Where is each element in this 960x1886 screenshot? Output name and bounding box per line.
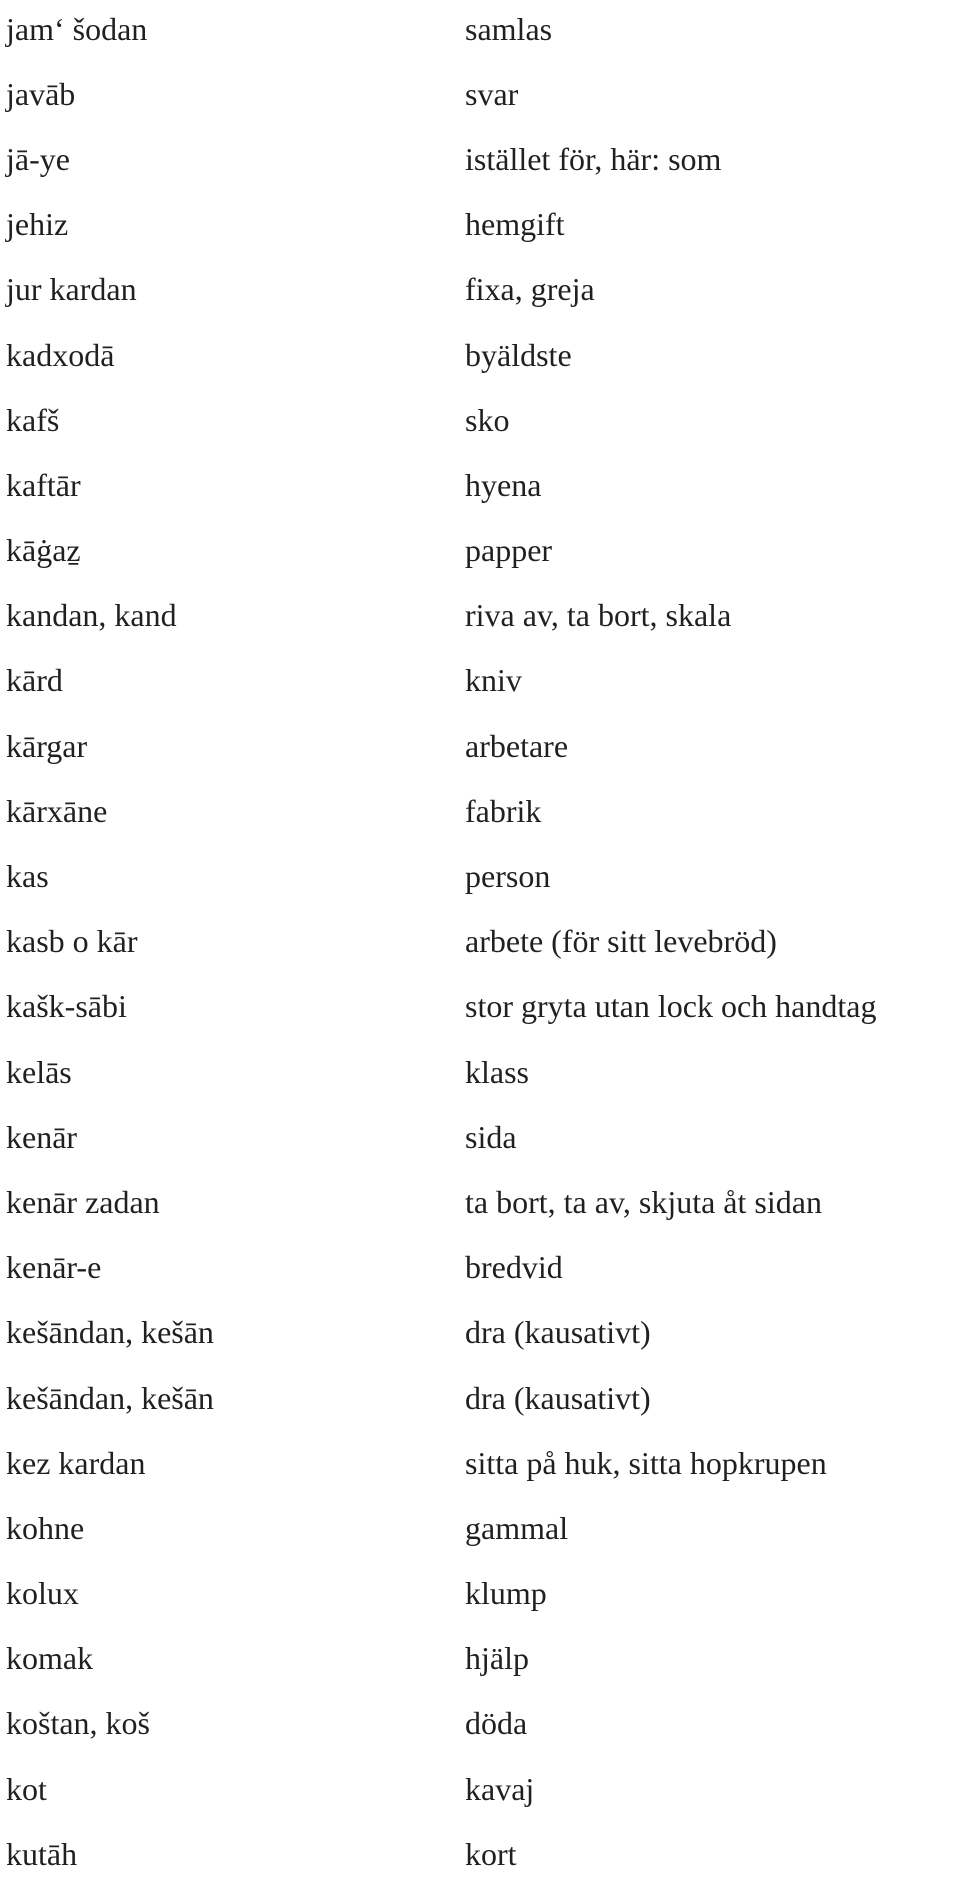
entry-term: kutāh bbox=[6, 1835, 78, 1872]
entry-translation: svar bbox=[465, 75, 519, 112]
entry-translation: papper bbox=[465, 532, 553, 569]
glossary-entry bbox=[6, 648, 956, 713]
entry-translation: hjälp bbox=[465, 1640, 529, 1677]
glossary-entry bbox=[6, 192, 956, 257]
entry-term: kaftār bbox=[6, 466, 81, 503]
glossary-entry bbox=[6, 1104, 956, 1169]
entry-translation: stor gryta utan lock och handtag bbox=[465, 988, 877, 1025]
entry-term: jehiz bbox=[6, 206, 69, 243]
entry-translation: ta bort, ta av, skjuta åt sidan bbox=[465, 1183, 822, 1220]
glossary-entry bbox=[6, 1691, 956, 1756]
entry-translation: sitta på huk, sitta hopkrupen bbox=[465, 1444, 827, 1481]
entry-translation: arbete (för sitt levebröd) bbox=[465, 923, 777, 960]
glossary-entry bbox=[6, 518, 956, 583]
entry-translation: döda bbox=[465, 1705, 528, 1742]
glossary-entry bbox=[6, 257, 956, 322]
entry-translation: sida bbox=[465, 1118, 517, 1155]
glossary-entry bbox=[6, 974, 956, 1039]
entry-term: komak bbox=[6, 1640, 94, 1677]
entry-translation: bredvid bbox=[465, 1249, 563, 1286]
entry-translation: gammal bbox=[465, 1509, 569, 1546]
entry-term: kāġaẕ bbox=[6, 532, 81, 569]
glossary-entry bbox=[6, 387, 956, 452]
glossary-entry bbox=[6, 909, 956, 974]
entry-term: kārd bbox=[6, 662, 63, 699]
entry-term: javāb bbox=[6, 75, 76, 112]
entry-term: kot bbox=[6, 1770, 47, 1807]
entry-term: kandan, kand bbox=[6, 597, 177, 634]
entry-translation: byäldste bbox=[465, 336, 572, 373]
entry-term: kolux bbox=[6, 1575, 79, 1612]
entry-term: kez kardan bbox=[6, 1444, 146, 1481]
entry-term: kašk-sābi bbox=[6, 988, 127, 1025]
entry-term: koštan, koš bbox=[6, 1705, 150, 1742]
glossary-entry bbox=[6, 1039, 956, 1104]
entry-translation: kniv bbox=[465, 662, 522, 699]
glossary-entry bbox=[6, 126, 956, 191]
glossary-entry bbox=[6, 1561, 956, 1626]
glossary-entry bbox=[6, 452, 956, 517]
entry-translation: hemgift bbox=[465, 206, 565, 243]
entry-translation: kort bbox=[465, 1835, 517, 1872]
entry-translation: fabrik bbox=[465, 792, 542, 829]
entry-translation: dra (kausativt) bbox=[465, 1379, 651, 1416]
glossary-entry bbox=[6, 61, 956, 126]
glossary-entry bbox=[6, 1430, 956, 1495]
glossary-entry bbox=[6, 1495, 956, 1560]
entry-term: jam‘ šodan bbox=[6, 10, 148, 47]
entry-term: kohne bbox=[6, 1509, 85, 1546]
glossary-entry bbox=[6, 1821, 956, 1886]
entry-translation: person bbox=[465, 858, 551, 895]
entry-term: kas bbox=[6, 858, 49, 895]
entry-translation: arbetare bbox=[465, 727, 569, 764]
glossary-entry bbox=[6, 1756, 956, 1821]
entry-term: kenār bbox=[6, 1118, 78, 1155]
entry-translation: hyena bbox=[465, 466, 542, 503]
glossary-entry bbox=[6, 1626, 956, 1691]
entry-term: kešāndan, kešān bbox=[6, 1314, 214, 1351]
glossary-entry bbox=[6, 778, 956, 843]
entry-translation: samlas bbox=[465, 10, 553, 47]
entry-term: kešāndan, kešān bbox=[6, 1379, 214, 1416]
glossary-entry bbox=[6, 322, 956, 387]
entry-translation: fixa, greja bbox=[465, 271, 595, 308]
glossary-entry bbox=[6, 1169, 956, 1234]
glossary-list bbox=[6, 0, 956, 1886]
glossary-entry bbox=[6, 1300, 956, 1365]
entry-term: jā-ye bbox=[6, 140, 70, 177]
entry-translation: klass bbox=[465, 1053, 529, 1090]
entry-term: kārxāne bbox=[6, 792, 108, 829]
entry-translation: istället för, här: som bbox=[465, 140, 722, 177]
glossary-entry bbox=[6, 1365, 956, 1430]
glossary-entry bbox=[6, 0, 956, 61]
entry-term: kafš bbox=[6, 401, 60, 438]
entry-translation: klump bbox=[465, 1575, 547, 1612]
entry-term: kārgar bbox=[6, 727, 88, 764]
entry-translation: kavaj bbox=[465, 1770, 535, 1807]
glossary-entry bbox=[6, 713, 956, 778]
entry-term: kenār zadan bbox=[6, 1183, 160, 1220]
entry-translation: dra (kausativt) bbox=[465, 1314, 651, 1351]
glossary-entry bbox=[6, 843, 956, 908]
glossary-entry bbox=[6, 583, 956, 648]
entry-term: kasb o kār bbox=[6, 923, 138, 960]
entry-translation: riva av, ta bort, skala bbox=[465, 597, 732, 634]
entry-term: jur kardan bbox=[6, 271, 137, 308]
entry-translation: sko bbox=[465, 401, 510, 438]
entry-term: kadxodā bbox=[6, 336, 115, 373]
entry-term: kenār-e bbox=[6, 1249, 102, 1286]
glossary-entry bbox=[6, 1235, 956, 1300]
entry-term: kelās bbox=[6, 1053, 72, 1090]
